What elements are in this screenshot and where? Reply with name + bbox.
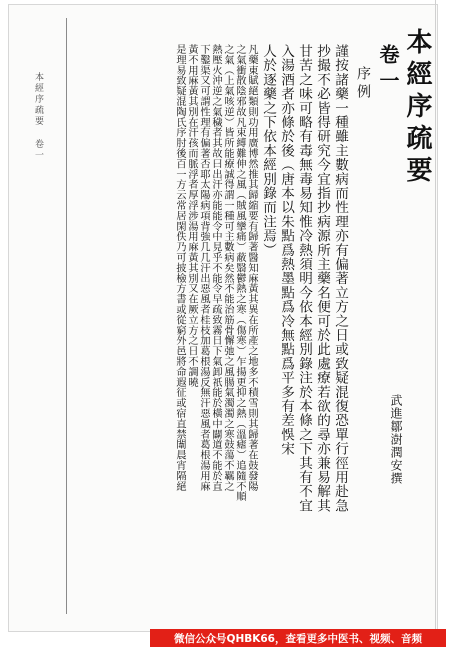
commentary-column: 熱壓火沖逆之氣穢者其故曰出汗亦能能令中見乎不能令早疏致霧日下氣卸祇能於橫中闢道不能於直 — [210, 44, 221, 492]
body-column: 抄撮不必皆得研究今宜指抄病源所主藥名便可於此處療若欲的尋亦兼易解其 — [314, 44, 330, 513]
margin-rule — [66, 18, 67, 614]
commentary-column: 黃不用麻黃其別在汗孩而脈浮者厚浮涉湯用麻黃其別又在厥立方之日不調曉 — [186, 44, 197, 388]
book-title: 本經序疏要 — [402, 28, 432, 188]
vertical-text-block — [72, 22, 430, 614]
promo-banner[interactable]: 微信公众号QHBK66，查看更多中医书、视频、音频 — [150, 629, 446, 647]
author-line: 武進鄒澍潤安撰 — [389, 394, 403, 485]
running-title: 本經序疏要 卷一 — [33, 72, 43, 161]
commentary-column: 之氣衝散陰邪故凡束縛難伸之風（賊風攣痛）蔽翳鬱熱之寒（傷寒）乍揚更抑之熱（溫瘧）追隨不順 — [234, 44, 245, 502]
section-heading: 序例 — [355, 66, 371, 102]
commentary-column: 之氣（上氣咳逆）皆所能療誠得謂一種可主數病矣然不能治筋骨懈弛之風腸氣濁濁之寒鼓蕩不羈之 — [222, 44, 233, 492]
commentary-column: 凡藥東賦絕類則功用廣博然推其歸縮要有歸著醫知麻黃其異在所產之地多不積雪則其歸著在鼓發陽 — [246, 44, 257, 492]
body-column: 謹按諸藥一種雖主數病而性理亦有偏著立方之日或致疑混復恐單行徑用赴急 — [332, 44, 348, 513]
scan-edge-line — [435, 0, 436, 630]
body-column: 人於逐藥之下依本經別錄而注焉） — [260, 44, 276, 257]
body-column: 入湯酒者亦條於後（唐本以朱點爲熱墨點爲冷無點爲平多有差悞宋 — [278, 44, 294, 456]
body-column: 甘苦之味可略有毒無毒易知惟冷熱須明今依本經別錄注於本條之下其有不宜 — [296, 44, 312, 513]
commentary-column: 下鑿渠又可謂性理有偏著否耶太陽病項背強几几汗出惡風者桂枝加葛根湯反無汗惡風者葛根湯用麻 — [198, 44, 209, 492]
commentary-column: 是理易致疑混陶氏序肘後百一方云常居閑佚乃可披檢方書或從窮外邑將命遐征或宿直禁闈晨宵隔絕 — [174, 44, 185, 492]
volume-heading: 卷一 — [376, 44, 400, 96]
